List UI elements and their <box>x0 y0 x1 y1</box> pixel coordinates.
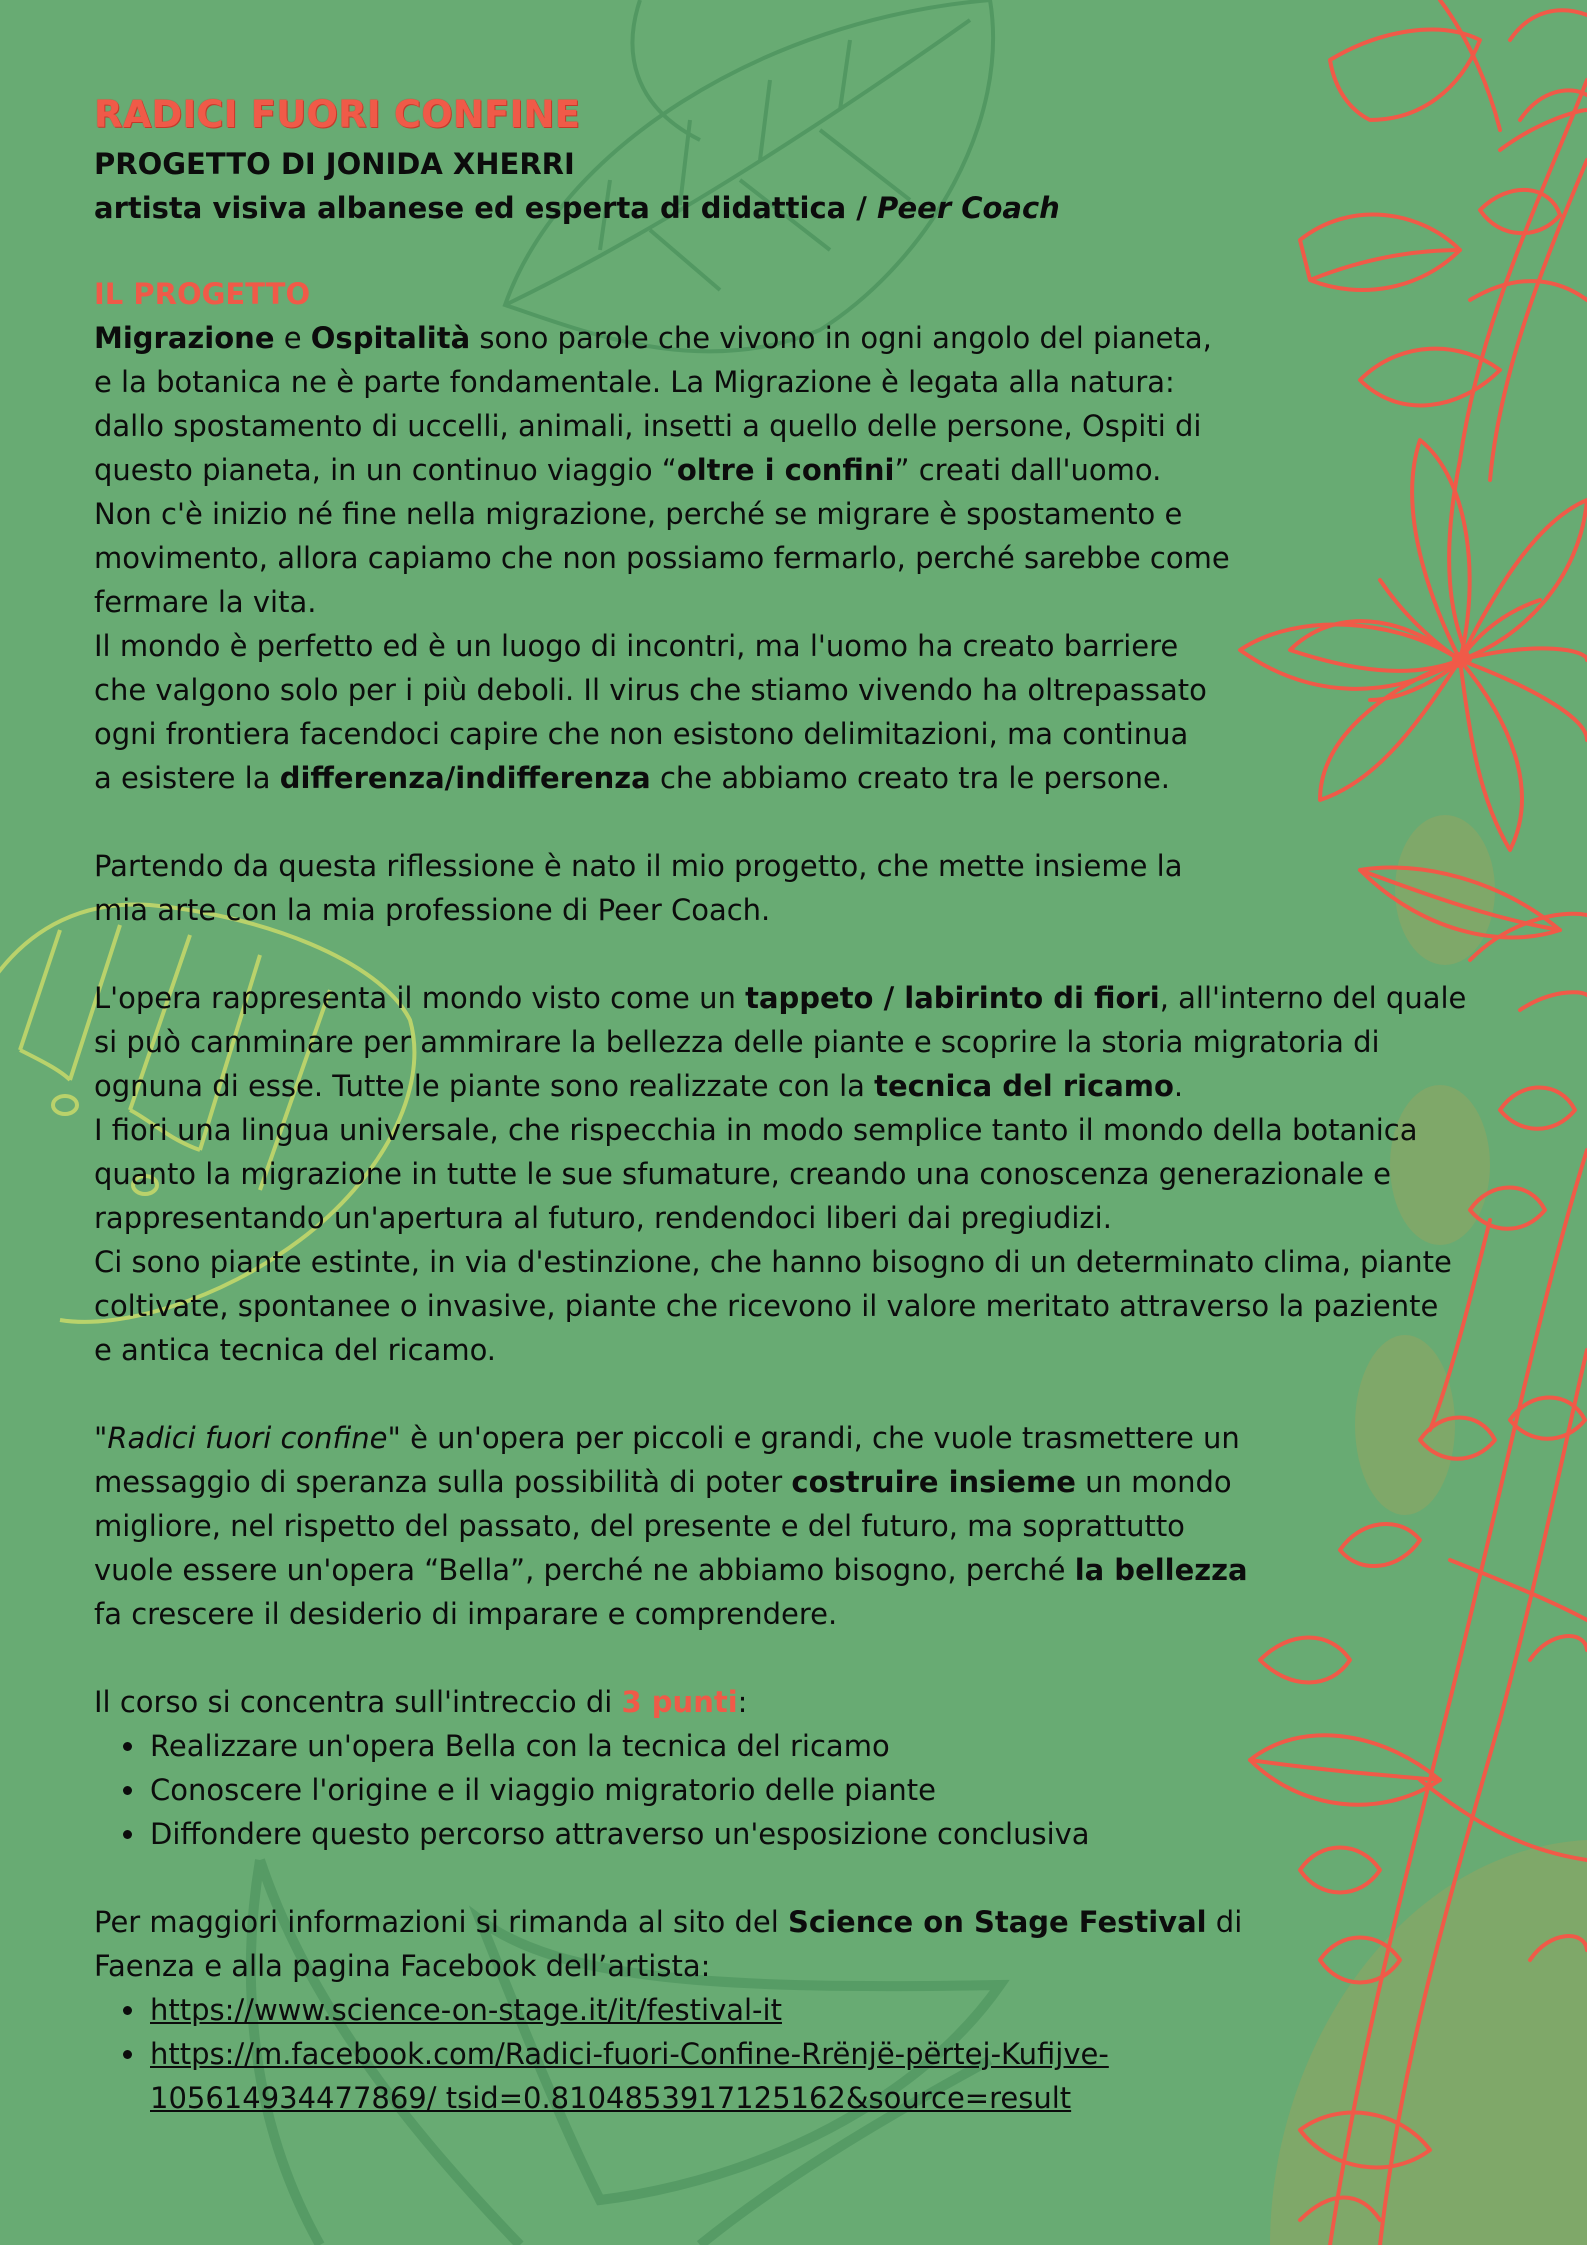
paragraph-line: fermare la vita. <box>94 585 317 619</box>
text-span: " <box>94 1421 108 1455</box>
paragraph-line <box>94 1680 1494 1724</box>
author-role-emphasis: Peer Coach <box>877 191 1060 225</box>
paragraph-line <box>94 448 1494 492</box>
paragraph-line <box>94 316 1494 360</box>
author-role-text: artista visiva albanese ed esperta di didattica / <box>94 191 877 225</box>
section-heading: IL PROGETTO <box>94 277 311 311</box>
links-list <box>94 1988 1494 2120</box>
text-span: Il corso si concentra sull'intreccio di <box>94 1685 622 1719</box>
text-span: a esistere la <box>94 761 280 795</box>
link-line: 105614934477869/ tsid=0.8104853917125162&source=result <box>150 2081 1072 2115</box>
paragraph-line: migliore, nel rispetto del passato, del presente e del futuro, ma soprattutto <box>94 1509 1185 1543</box>
bold-term: differenza/indifferenza <box>279 761 651 795</box>
paragraph-line: fa crescere il desiderio di imparare e comprendere. <box>94 1597 838 1631</box>
paragraph-intro <box>94 316 1494 800</box>
author-line: PROGETTO DI JONIDA XHERRI <box>94 147 575 181</box>
paragraph-line: mia arte con la mia professione di Peer Coach. <box>94 893 771 927</box>
list-item: • Realizzare un'opera Bella con la tecnica del ricamo <box>148 1724 1494 1768</box>
paragraph-line: Partendo da questa riflessione è nato il mio progetto, che mette insieme la <box>94 849 1183 883</box>
paragraph-line: ogni frontiera facendoci capire che non esistono delimitazioni, ma continua <box>94 717 1189 751</box>
bold-term: Ospitalità <box>310 321 471 355</box>
list-item: • Diffondere questo percorso attraverso un'esposizione conclusiva <box>148 1812 1494 1856</box>
paragraph-line: dallo spostamento di uccelli, animali, insetti a quello delle persone, Ospiti di <box>94 409 1202 443</box>
paragraph-info <box>94 1900 1494 2120</box>
paragraph-line: Ci sono piante estinte, in via d'estinzione, che hanno bisogno di un determinato clima, piante <box>94 1245 1452 1279</box>
paragraph-line: movimento, allora capiamo che non possiamo fermarlo, perché sarebbe come <box>94 541 1230 575</box>
bold-term: tappeto / labirinto di fiori <box>745 981 1160 1015</box>
paragraph-line: Il mondo è perfetto ed è un luogo di incontri, ma l'uomo ha creato barriere <box>94 629 1179 663</box>
text-span: ognuna di esse. Tutte le piante sono realizzate con la <box>94 1069 875 1103</box>
paragraph-line <box>94 1548 1494 1592</box>
bold-term: Science on Stage Festival <box>788 1905 1207 1939</box>
document-title: RADICI FUORI CONFINE <box>94 93 581 136</box>
paragraph-artwork <box>94 976 1494 1372</box>
paragraph-line <box>94 1416 1494 1460</box>
list-item: • Conoscere l'origine e il viaggio migratorio delle piante <box>148 1768 1494 1812</box>
paragraph-line: I fiori una lingua universale, che rispecchia in modo semplice tanto il mondo della botanica <box>94 1113 1418 1147</box>
paragraph-line: Non c'è inizio né fine nella migrazione, perché se migrare è spostamento e <box>94 497 1183 531</box>
author-role-line <box>94 186 1494 230</box>
text-span: ” creati dall'uomo. <box>894 453 1162 487</box>
text-span: che abbiamo creato tra le persone. <box>650 761 1171 795</box>
facebook-link[interactable] <box>150 2037 1109 2115</box>
paragraph-line <box>94 976 1494 1020</box>
bold-term: costruire insieme <box>791 1465 1076 1499</box>
text-span: di <box>1206 1905 1243 1939</box>
paragraph-line: quanto la migrazione in tutte le sue sfumature, creando una conoscenza generazionale e <box>94 1157 1392 1191</box>
paragraph-line: Faenza e alla pagina Facebook dell’artista: <box>94 1949 711 1983</box>
paragraph-hope <box>94 1416 1494 1636</box>
italic-title: Radici fuori confine <box>107 1421 388 1455</box>
paragraph-line: e la botanica ne è parte fondamentale. La Migrazione è legata alla natura: <box>94 365 1175 399</box>
course-points-list <box>94 1724 1494 1856</box>
bold-term: tecnica del ricamo <box>874 1069 1174 1103</box>
accent-term: 3 punti <box>621 1685 738 1719</box>
paragraph-course <box>94 1680 1494 1856</box>
text-span: " è un'opera per piccoli e grandi, che vuole trasmettere un <box>387 1421 1240 1455</box>
list-item <box>148 2032 1494 2120</box>
paragraph-line <box>94 756 1494 800</box>
document-body <box>94 88 1494 2120</box>
link-line: https://m.facebook.com/Radici-fuori-Confine-Rrënjë-përtej-Kufijve- <box>150 2037 1109 2071</box>
text-span: Per maggiori informazioni si rimanda al sito del <box>94 1905 789 1939</box>
bold-term: oltre i confini <box>676 453 895 487</box>
text-span: e <box>274 321 311 355</box>
paragraph-line <box>94 1064 1494 1108</box>
text-span: , all'interno del quale <box>1159 981 1467 1015</box>
text-span: . <box>1173 1069 1184 1103</box>
paragraph-line <box>94 1460 1494 1504</box>
paragraph-line: coltivate, spontanee o invasive, piante che ricevono il valore meritato attraverso la paziente <box>94 1289 1439 1323</box>
text-span: L'opera rappresenta il mondo visto come un <box>94 981 746 1015</box>
paragraph-line: rappresentando un'apertura al futuro, rendendoci liberi dai pregiudizi. <box>94 1201 1112 1235</box>
paragraph-line: e antica tecnica del ricamo. <box>94 1333 497 1367</box>
paragraph-line: che valgono solo per i più deboli. Il virus che stiamo vivendo ha oltrepassato <box>94 673 1207 707</box>
text-span: : <box>737 1685 748 1719</box>
bold-term: la bellezza <box>1074 1553 1248 1587</box>
text-span: questo pianeta, in un continuo viaggio “ <box>94 453 677 487</box>
festival-link[interactable]: https://www.science-on-stage.it/it/festival-it <box>150 1993 782 2027</box>
text-span: sono parole che vivono in ogni angolo del pianeta, <box>470 321 1212 355</box>
paragraph-line <box>94 1900 1494 1944</box>
paragraph-origin <box>94 844 1494 932</box>
bold-term: Migrazione <box>94 321 275 355</box>
text-span: un mondo <box>1075 1465 1232 1499</box>
paragraph-line: si può camminare per ammirare la bellezza delle piante e scoprire la storia migratoria di <box>94 1025 1380 1059</box>
list-item <box>148 1988 1494 2032</box>
text-span: messaggio di speranza sulla possibilità di poter <box>94 1465 792 1499</box>
text-span: vuole essere un'opera “Bella”, perché ne abbiamo bisogno, perché <box>94 1553 1075 1587</box>
